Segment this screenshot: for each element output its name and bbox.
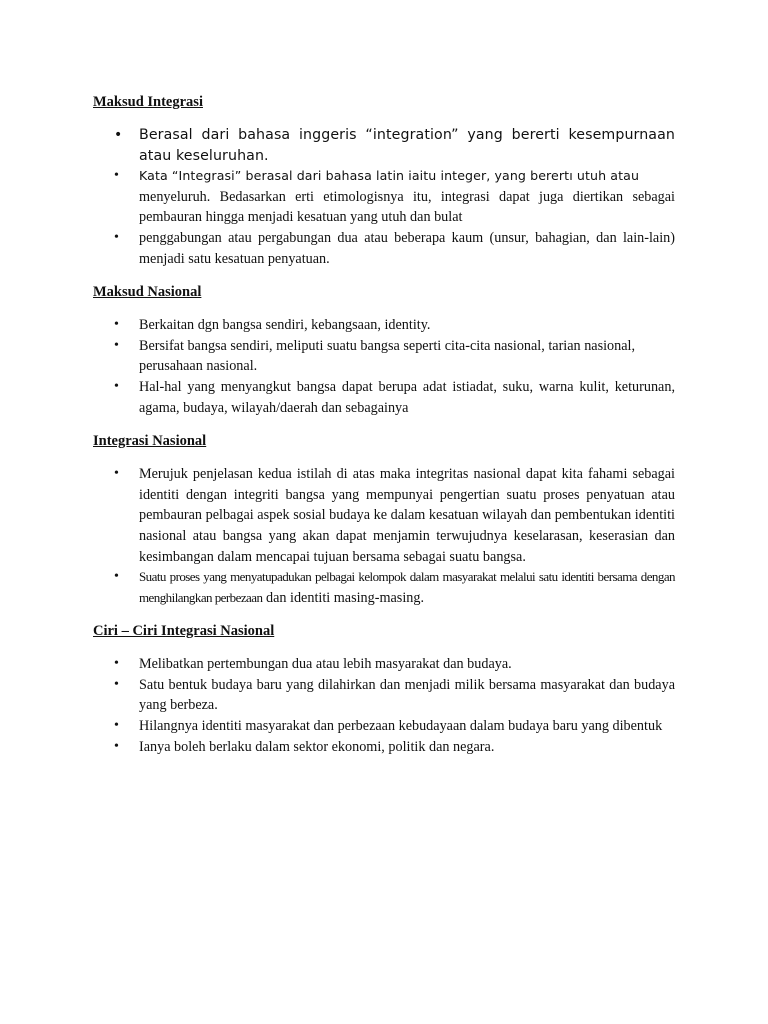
list-item-line: • Bersifat bangsa sendiri, meliputi suatu bangsa seperti cita-cita nasional, tarian nasional, [139, 337, 636, 354]
list-item-text: dan identiti masing-masing. [265, 589, 424, 606]
list-item: • Hilangnya identiti masyarakat dan perbezaan kebudayaan dalam budaya baru yang dibentuk [93, 716, 675, 737]
list-item: • Melibatkan pertembungan dua atau lebih masyarakat dan budaya. [93, 654, 675, 675]
list-item: • Berasal dari bahasa inggeris “integration” yang bererti kesempurnaan atau keseluruhan. [93, 125, 675, 166]
section-heading: Ciri – Ciri Integrasi Nasional [93, 623, 275, 640]
list-item-condensed-text: Suatu proses yang menyatupadukan pelbagai kelompok dalam masyarakat melalui satu identiti bersama dengan menghilangkan perbezaan [139, 569, 675, 605]
list-item: • Satu bentuk budaya baru yang dilahirkan dan menjadi milik bersama masyarakat dan budaya yang berbeza. [93, 675, 675, 716]
section-heading: Maksud Nasional [93, 284, 202, 301]
list-item [93, 336, 675, 377]
section-heading: Integrasi Nasional [93, 433, 207, 450]
list-item-line: • Kata “Integrasi” berasal dari bahasa latin iaitu integer, yang berertı utuh atau [139, 168, 640, 184]
section-heading: Maksud Integrasi [93, 94, 203, 110]
list-item [93, 567, 675, 608]
list-item: • Merujuk penjelasan kedua istilah di atas maka integritas nasional dapat kita fahami sebagai identiti dengan integriti bangsa yang mempunyai pengertian suatu proses penyatuan atau pembauran pelbagai aspek sosial budaya ke dalam kesatuan wilayah dan pembentukan identiti nasional atau bangsa yang akan dapat menjamin terwujudnya keselarasan, keserasian dan kesimbangan dalam mencapai tujuan bersama sebagai suatu bangsa. [93, 464, 675, 567]
section-maksud-nasional [93, 282, 675, 418]
list-item-continuation: perusahaan nasional. [139, 358, 258, 375]
list-item: • Ianya boleh berlaku dalam sektor ekonomi, politik dan negara. [93, 737, 675, 758]
list-item: • Berkaitan dgn bangsa sendiri, kebangsaan, identity. [93, 315, 675, 336]
section-ciri-integrasi-nasional [93, 621, 675, 757]
bullet-list [93, 654, 675, 757]
bullet-list [93, 464, 675, 608]
list-item [93, 166, 675, 228]
list-item: • Hal-hal yang menyangkut bangsa dapat berupa adat istiadat, suku, warna kulit, keturunan, agama, budaya, wilayah/daerah dan sebagainya [93, 377, 675, 418]
bullet-list [93, 125, 675, 269]
section-integrasi-nasional [93, 431, 675, 608]
bullet-list [93, 315, 675, 418]
section-maksud-integrasi [93, 92, 675, 269]
document-body [93, 92, 675, 770]
list-item-continuation: menyeluruh. Bedasarkan erti etimologisnya itu, integrasi dapat juga diertikan sebagai pembauran hingga menjadi kesatuan yang utuh dan bulat [139, 188, 675, 226]
list-item: • penggabungan atau pergabungan dua atau beberapa kaum (unsur, bahagian, dan lain-lain) menjadi satu kesatuan penyatuan. [93, 228, 675, 269]
